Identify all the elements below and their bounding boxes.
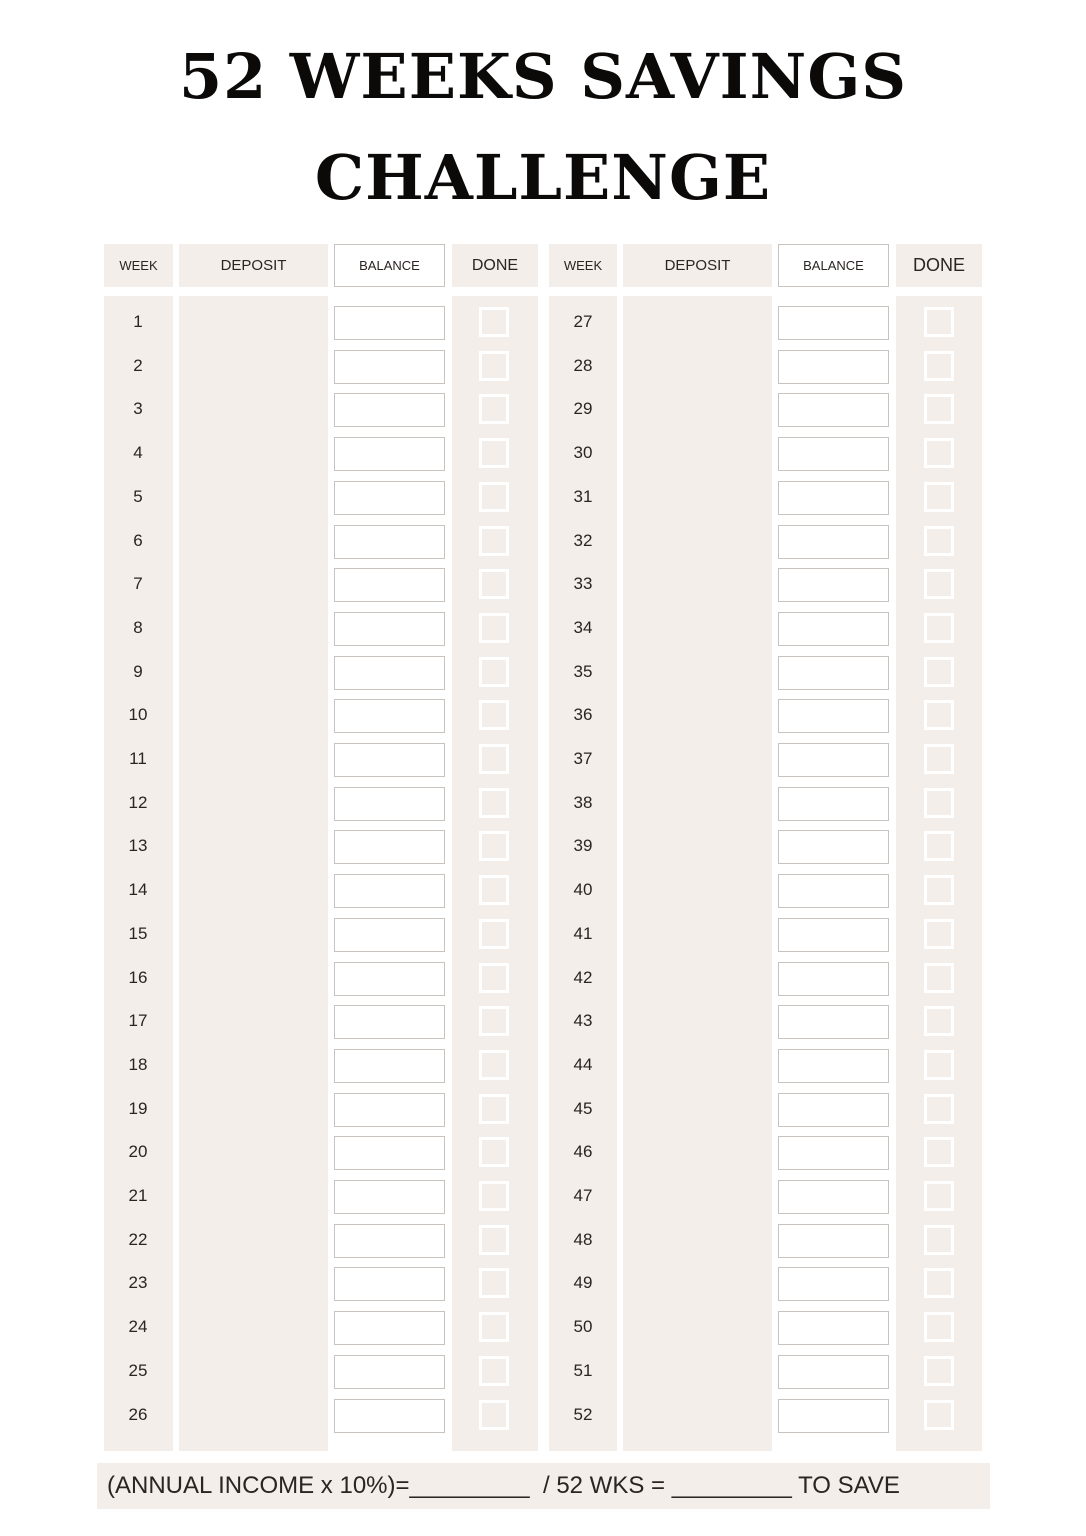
left-deposit-column [179, 296, 328, 1451]
done-checkbox-week-13[interactable] [479, 831, 509, 861]
done-checkbox-week-12[interactable] [479, 788, 509, 818]
balance-input-week-4[interactable] [334, 437, 445, 471]
balance-input-week-46[interactable] [778, 1136, 889, 1170]
done-checkbox-week-42[interactable] [924, 963, 954, 993]
week-number: 2 [133, 355, 143, 375]
week-number: 31 [573, 486, 593, 506]
balance-input-week-44[interactable] [778, 1049, 889, 1083]
balance-input-week-45[interactable] [778, 1093, 889, 1127]
balance-input-week-14[interactable] [334, 874, 445, 908]
week-number: 4 [133, 443, 143, 463]
done-checkbox-week-20[interactable] [479, 1137, 509, 1167]
week-number: 19 [128, 1098, 148, 1118]
done-checkbox-week-5[interactable] [479, 482, 509, 512]
week-number: 45 [573, 1098, 593, 1118]
title-line-1: 52 WEEKS SAVINGS [178, 40, 908, 113]
week-number: 40 [573, 880, 593, 900]
week-number: 32 [573, 530, 593, 550]
balance-input-week-49[interactable] [778, 1267, 889, 1301]
header-done-left: DONE [452, 244, 538, 287]
week-number: 41 [573, 923, 593, 943]
done-checkbox-week-1[interactable] [479, 307, 509, 337]
header-deposit-right: DEPOSIT [623, 244, 772, 287]
balance-input-week-19[interactable] [334, 1093, 445, 1127]
done-checkbox-week-41[interactable] [924, 919, 954, 949]
balance-input-week-42[interactable] [778, 962, 889, 996]
balance-input-week-1[interactable] [334, 306, 445, 340]
done-checkbox-week-38[interactable] [924, 788, 954, 818]
done-checkbox-week-14[interactable] [479, 875, 509, 905]
done-checkbox-week-48[interactable] [924, 1225, 954, 1255]
done-checkbox-week-50[interactable] [924, 1312, 954, 1342]
week-number: 46 [573, 1142, 593, 1162]
balance-input-week-7[interactable] [334, 568, 445, 602]
done-checkbox-week-35[interactable] [924, 657, 954, 687]
done-checkbox-week-30[interactable] [924, 438, 954, 468]
header-balance-left: BALANCE [334, 244, 445, 287]
week-number: 49 [573, 1273, 593, 1293]
done-checkbox-week-23[interactable] [479, 1268, 509, 1298]
balance-input-week-15[interactable] [334, 918, 445, 952]
done-checkbox-week-24[interactable] [479, 1312, 509, 1342]
week-number: 35 [573, 661, 593, 681]
done-checkbox-week-29[interactable] [924, 394, 954, 424]
week-number: 29 [573, 399, 593, 419]
balance-input-week-36[interactable] [778, 699, 889, 733]
done-checkbox-week-21[interactable] [479, 1181, 509, 1211]
week-number: 5 [133, 486, 143, 506]
done-checkbox-week-44[interactable] [924, 1050, 954, 1080]
balance-input-week-11[interactable] [334, 743, 445, 777]
done-checkbox-week-9[interactable] [479, 657, 509, 687]
done-checkbox-week-34[interactable] [924, 613, 954, 643]
done-checkbox-week-10[interactable] [479, 700, 509, 730]
week-number: 9 [133, 661, 143, 681]
week-number: 30 [573, 443, 593, 463]
savings-formula [97, 1463, 990, 1509]
week-number: 17 [128, 1011, 148, 1031]
balance-input-week-2[interactable] [334, 350, 445, 384]
balance-input-week-24[interactable] [334, 1311, 445, 1345]
week-number: 48 [573, 1229, 593, 1249]
week-number: 26 [128, 1404, 148, 1424]
week-number: 25 [128, 1360, 148, 1380]
week-number: 47 [573, 1186, 593, 1205]
balance-input-week-51[interactable] [778, 1355, 889, 1389]
balance-input-week-16[interactable] [334, 962, 445, 996]
done-checkbox-week-15[interactable] [479, 919, 509, 949]
week-number: 44 [573, 1054, 593, 1074]
balance-input-week-47[interactable] [778, 1180, 889, 1214]
balance-input-week-13[interactable] [334, 830, 445, 864]
done-checkbox-week-33[interactable] [924, 569, 954, 599]
balance-input-week-12[interactable] [334, 787, 445, 821]
balance-input-week-34[interactable] [778, 612, 889, 646]
balance-input-week-32[interactable] [778, 525, 889, 559]
done-checkbox-week-37[interactable] [924, 744, 954, 774]
week-number: 28 [573, 355, 593, 375]
balance-input-week-28[interactable] [778, 350, 889, 384]
done-checkbox-week-19[interactable] [479, 1094, 509, 1124]
done-checkbox-week-26[interactable] [479, 1400, 509, 1430]
week-number: 18 [128, 1054, 148, 1074]
done-checkbox-week-46[interactable] [924, 1137, 954, 1167]
balance-input-week-48[interactable] [778, 1224, 889, 1258]
done-checkbox-week-28[interactable] [924, 351, 954, 381]
week-number: 21 [128, 1186, 148, 1205]
balance-input-week-8[interactable] [334, 612, 445, 646]
week-number: 34 [573, 617, 593, 637]
done-checkbox-week-22[interactable] [479, 1225, 509, 1255]
balance-input-week-35[interactable] [778, 656, 889, 690]
done-checkbox-week-4[interactable] [479, 438, 509, 468]
balance-input-week-25[interactable] [334, 1355, 445, 1389]
balance-input-week-9[interactable] [334, 656, 445, 690]
week-number: 15 [128, 923, 148, 943]
week-number: 1 [133, 312, 143, 331]
week-number: 13 [128, 836, 148, 856]
week-number: 12 [128, 792, 148, 812]
balance-input-week-17[interactable] [334, 1005, 445, 1039]
balance-input-week-43[interactable] [778, 1005, 889, 1039]
done-checkbox-week-43[interactable] [924, 1006, 954, 1036]
balance-input-week-40[interactable] [778, 874, 889, 908]
balance-input-week-52[interactable] [778, 1399, 889, 1433]
formula-suffix-text: TO SAVE [791, 1472, 900, 1499]
balance-input-week-39[interactable] [778, 830, 889, 864]
done-checkbox-week-25[interactable] [479, 1356, 509, 1386]
done-checkbox-week-39[interactable] [924, 831, 954, 861]
balance-input-week-22[interactable] [334, 1224, 445, 1258]
done-checkbox-week-7[interactable] [479, 569, 509, 599]
balance-input-week-41[interactable] [778, 918, 889, 952]
week-number: 36 [573, 705, 593, 725]
week-number: 38 [573, 792, 593, 812]
balance-input-week-50[interactable] [778, 1311, 889, 1345]
done-checkbox-week-51[interactable] [924, 1356, 954, 1386]
balance-input-week-10[interactable] [334, 699, 445, 733]
done-checkbox-week-31[interactable] [924, 482, 954, 512]
done-checkbox-week-52[interactable] [924, 1400, 954, 1430]
header-deposit-left: DEPOSIT [179, 244, 328, 287]
balance-input-week-23[interactable] [334, 1267, 445, 1301]
balance-input-week-26[interactable] [334, 1399, 445, 1433]
header-week-left: WEEK [104, 244, 173, 287]
week-number: 27 [573, 312, 593, 331]
balance-input-week-5[interactable] [334, 481, 445, 515]
week-number: 39 [573, 836, 593, 856]
done-checkbox-week-2[interactable] [479, 351, 509, 381]
done-checkbox-week-3[interactable] [479, 394, 509, 424]
done-checkbox-week-47[interactable] [924, 1181, 954, 1211]
week-number: 16 [128, 967, 148, 987]
week-number: 22 [128, 1229, 148, 1249]
week-number: 3 [133, 399, 143, 419]
header-week-right: WEEK [549, 244, 617, 287]
title-line-2: CHALLENGE [314, 141, 772, 214]
balance-input-week-6[interactable] [334, 525, 445, 559]
balance-input-week-38[interactable] [778, 787, 889, 821]
done-checkbox-week-40[interactable] [924, 875, 954, 905]
done-checkbox-week-18[interactable] [479, 1050, 509, 1080]
done-checkbox-week-8[interactable] [479, 613, 509, 643]
balance-input-week-31[interactable] [778, 481, 889, 515]
balance-input-week-20[interactable] [334, 1136, 445, 1170]
balance-input-week-29[interactable] [778, 393, 889, 427]
week-number: 10 [128, 705, 148, 725]
done-checkbox-week-36[interactable] [924, 700, 954, 730]
done-checkbox-week-11[interactable] [479, 744, 509, 774]
done-checkbox-week-6[interactable] [479, 526, 509, 556]
balance-input-week-27[interactable] [778, 306, 889, 340]
balance-input-week-33[interactable] [778, 568, 889, 602]
header-done-right: DONE [896, 244, 982, 287]
formula-income-text: (ANNUAL INCOME x 10%)=_________ [107, 1472, 530, 1499]
week-number: 43 [573, 1011, 593, 1031]
week-number: 7 [133, 574, 143, 594]
week-number: 37 [573, 749, 593, 768]
week-number: 14 [128, 880, 148, 900]
done-checkbox-week-27[interactable] [924, 307, 954, 337]
week-number: 11 [129, 749, 147, 768]
week-number: 6 [133, 530, 143, 550]
balance-input-week-3[interactable] [334, 393, 445, 427]
week-number: 8 [133, 617, 143, 637]
week-number: 51 [573, 1360, 593, 1380]
formula-weeks-text: / 52 WKS = _________ [529, 1472, 792, 1499]
week-number: 20 [128, 1142, 148, 1162]
week-number: 52 [573, 1404, 593, 1424]
week-number: 24 [128, 1317, 148, 1337]
week-number: 23 [128, 1273, 148, 1293]
right-deposit-column [623, 296, 772, 1451]
week-number: 33 [573, 574, 593, 594]
week-number: 50 [573, 1317, 593, 1337]
balance-input-week-18[interactable] [334, 1049, 445, 1083]
header-balance-right: BALANCE [778, 244, 889, 287]
done-checkbox-week-49[interactable] [924, 1268, 954, 1298]
week-number: 42 [573, 967, 593, 987]
balance-input-week-21[interactable] [334, 1180, 445, 1214]
done-checkbox-week-45[interactable] [924, 1094, 954, 1124]
done-checkbox-week-16[interactable] [479, 963, 509, 993]
done-checkbox-week-17[interactable] [479, 1006, 509, 1036]
done-checkbox-week-32[interactable] [924, 526, 954, 556]
balance-input-week-37[interactable] [778, 743, 889, 777]
balance-input-week-30[interactable] [778, 437, 889, 471]
